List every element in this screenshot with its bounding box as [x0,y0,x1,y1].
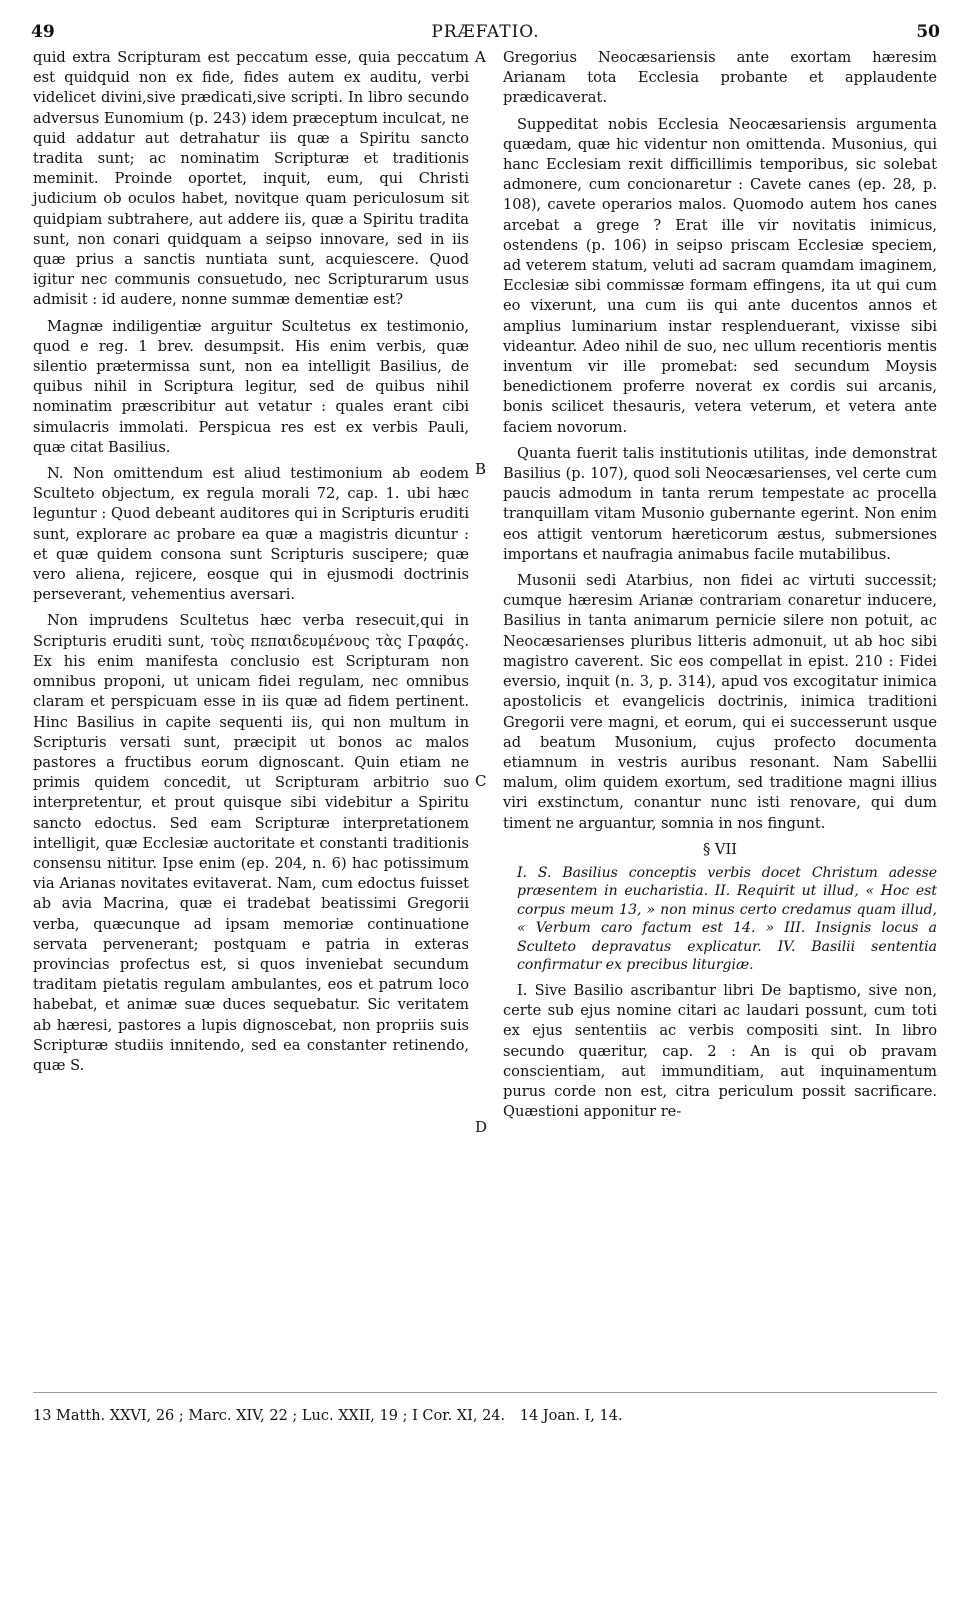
margin-letter-c: C [475,772,487,790]
footnote-divider [33,1392,937,1393]
right-paragraph-2: Suppeditat nobis Ecclesia Neocæsariensis argumenta quædam, quæ hic videntur non omittenda. Musonius, qui hanc Ecclesiam rexit difficillimis temporibus, sic solebat admonere, cum concionaretur : Cavete canes (ep. 28, p. 108), cavete operarios malos. Quomodo autem hos canes arcebat a grege ? Erat ille vir novitatis inimicus, ostendens (p. 106) in seipso priscam Ecclesiæ speciem, ad veterem statum, veluti ad sacram quamdam imaginem, Ecclesiæ sibi commissæ formam effingens, ita ut qui cum eo vixerunt, una cum iis qui ante ducentos annos et amplius luminarium instar resplenduerant, vixisse sibi videantur. Adeo nihil de suo, nec ullum recentioris mentis inventum vir ille promebat: sed secundum Moysis benedictionem proferre noverat ex cordis sui arcanis, bonis scilicet thesauris, vetera veterum, et vetera ante faciem novorum. [503,115,937,436]
footnotes [33,1408,937,1424]
section-heading: § VII [702,840,737,858]
left-column [33,48,469,1082]
page-number-left: 49 [31,22,55,42]
footnote-14: 14 Joan. I, 14. [519,1408,623,1424]
section-summary: I. S. Basilius conceptis verbis docet Christum adesse præsentem in eucharistia. II. Requirit ut illud, « Hoc est corpus meum 13, » non minus certo credamus quam illud, « Verbum caro factum est 14. » III. Insignis locus a Sculteto depravatus explicatur. IV. Basilii sententia confirmatur ex precibus liturgiæ. [517,864,937,974]
margin-letter-a: A [475,48,486,66]
footnote-13: 13 Matth. XXVI, 26 ; Marc. XIV, 22 ; Luc. XXII, 19 ; I Cor. XI, 24. [33,1408,506,1424]
page-number-right: 50 [916,22,940,42]
right-paragraph-4: Musonii sedi Atarbius, non fidei ac virtuti successit; cumque hæresim Arianæ contrariam conaretur inducere, Basilius in tanta animarum pernicie silere non potuit, ac Neocæsarienses pluribus litteris admonuit, ut ab hoc sibi magistro caverent. Sic eos compellat in epist. 210 : Fidei eversio, inquit (n. 3, p. 314), apud vos excogitatur inimica apostolicis et evangelicis doctrinis, inimica traditioni Gregorii vere magni, et eorum, qui ei successerunt usque ad beatum Musonium, cujus profecto documenta etiamnum in vestris auribus resonant. Nam Sabellii malum, olim quidem exortum, sed traditione magni illius viri exstinctum, conantur nunc isti renovare, qui dum timent ne arguantur, somnia in nos fingunt. [503,572,937,832]
right-paragraph-1: Gregorius Neocæsariensis ante exortam hæresim Arianam tota Ecclesia probante et applaudente prædicaverat. [503,49,937,107]
left-paragraph-2: Magnæ indiligentiæ arguitur Scultetus ex testimonio, quod e reg. 1 brev. desumpsit. His enim verbis, quæ silentio prætermissa sunt, non ea intelligit Basilius, de quibus nihil in Scriptura legitur, sed de quibus nihil nominatim præscribitur aut vetatur : quales erant cibi simulacris immolati. Perspicua res est ex verbis Pauli, quæ citat Basilius. [33,317,469,456]
left-paragraph-4: Non imprudens Scultetus hæc verba resecuit,qui in Scripturis eruditi sunt, τοὺς πεπαιδευμένους τὰς Γραφάς. Ex his enim manifesta conclusio est Scripturam non omnibus proponi, ut unicam fidei regulam, nec omnibus claram et perspicuam esse in iis quæ ad fidem pertinent. Hinc Basilius in capite sequenti iis, qui non multum in Scripturis versati sunt, præcipit ut bonos ac malos pastores a fructibus eorum dignoscant. Quin etiam ne primis quidem concedit, ut Scripturam arbitrio suo interpretentur, et prout quisque sibi videbitur a Spiritu sancto edoctus. Sed eam Scripturæ interpretationem intelligit, quæ Ecclesiæ auctoritate et constanti traditionis consensu nititur. Ipse enim (ep. 204, n. 6) hac potissimum via Arianas novitates evitaverat. Nam, cum edoctus fuisset ab avia Macrina, quæ ei tradebat beatissimi Gregorii verba, quæcunque ad ipsam memoriæ continuatione servata pervenerant; postquam e patria in exteras provincias profectus est, si quos inveniebat secundum traditam pietatis regulam ambulantes, eos et patrum loco habebat, et animæ suæ duces sequebatur. Sic veritatem ab hæresi, pastores a lupis dignoscebat, non propriis suis Scripturæ studiis innitendo, sed ea constanter retinendo, quæ S. [33,612,469,1074]
right-paragraph-3: Quanta fuerit talis institutionis utilitas, inde demonstrat Basilius (p. 107), quod soli Neocæsarienses, vel certe cum paucis admodum in tanta rerum tempestate ac procella tranquillam vitam Musonio gubernante egerint. Non enim eos attigit ventorum hæreticorum æstus, submersiones importans et naufragia animabus facile mutabilibus. [503,444,937,563]
page-header [28,14,943,44]
running-title: PRÆFATIO. [431,22,540,42]
right-column [503,48,937,1128]
section-paragraph-1: I. Sive Basilio ascribantur libri De baptismo, sive non, certe sub ejus nomine citari ac laudari possunt, cum toti ex ejus sententiis ac verbis compositi sint. In libro secundo quæritur, cap. 2 : An is qui ob pravam conscientiam, aut immunditiam, aut inquinamentum purus corde non est, citra periculum possit sacrificare. Quæstioni apponitur re- [503,981,937,1121]
left-paragraph-1: quid extra Scripturam est peccatum esse, quia peccatum est quidquid non ex fide, fides autem ex auditu, verbi videlicet divini,sive prædicati,sive scripti. In libro secundo adversus Eunomium (p. 243) idem præceptum inculcat, ne quid addatur aut detrahatur iis quæ a Spiritu sancto tradita sunt; ac nominatim Scripturæ et traditionis meminit. Proinde oportet, inquit, eum, qui Christi judicium ob oculos habet, novitque quam periculosum sit quidpiam subtrahere, aut addere iis, quæ a Spiritu tradita sunt, non conari quidquam a seipso innovare, sed in iis quæ prius a sanctis nuntiata sunt, acquiescere. Quod igitur nec communis consuetudo, nec Scripturarum usus admisit : id audere, nonne summæ dementiæ est? [33,49,469,309]
left-paragraph-3: N. Non omittendum est aliud testimonium ab eodem Sculteto objectum, ex regula morali 72, cap. 1. ubi hæc leguntur : Quod debeant auditores qui in Scripturis eruditi sunt, explorare ac probare ea quæ a magistris dicuntur : et quæ quidem consona sunt Scripturis suscipere; quæ vero aliena, rejicere, eosque qui in ejusmodi doctrinis perseverant, vehementius aversari. [33,465,469,604]
margin-letter-d: D [475,1118,488,1136]
margin-letter-b: B [475,460,487,478]
